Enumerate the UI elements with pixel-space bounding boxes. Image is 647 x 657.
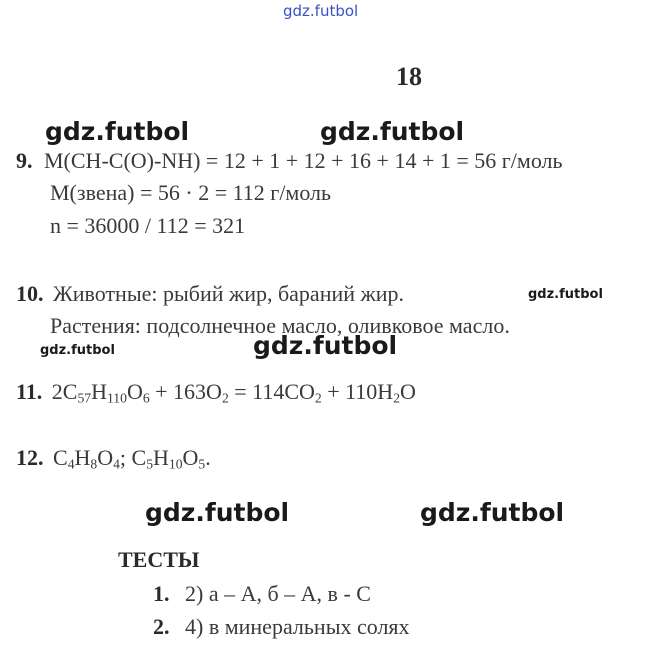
test-text: 2) а – А, б – А, в - С bbox=[185, 581, 371, 606]
answer-9-line-3: n = 36000 / 112 = 321 bbox=[50, 213, 246, 238]
watermark-top: gdz.futbol bbox=[283, 2, 359, 20]
test-answer-2 bbox=[153, 614, 410, 640]
answer-9-line-1 bbox=[16, 148, 563, 174]
watermark: gdz.futbol bbox=[45, 117, 190, 146]
answer-number: 12. bbox=[16, 445, 44, 470]
watermark: gdz.futbol bbox=[320, 117, 465, 146]
tests-heading: ТЕСТЫ bbox=[118, 547, 200, 572]
watermark: gdz.futbol bbox=[253, 331, 398, 360]
watermark: gdz.futbol bbox=[528, 287, 603, 302]
answer-10-line-1 bbox=[16, 281, 404, 307]
answer-number: 9. bbox=[16, 148, 33, 173]
test-number: 1. bbox=[153, 581, 170, 606]
answer-12-formulas bbox=[16, 445, 211, 471]
answer-number: 11. bbox=[16, 379, 43, 404]
watermark: gdz.futbol bbox=[40, 343, 115, 358]
answer-number: 10. bbox=[16, 281, 44, 306]
answer-10-line-2: Растения: подсолнечное масло, оливковое масло. bbox=[50, 313, 510, 338]
test-number: 2. bbox=[153, 614, 170, 639]
answer-9-line-2: M(звена) = 56 · 2 = 112 г/моль bbox=[50, 180, 332, 205]
chemical-formulas: $C_4H_8O_4$; $C_5H_{10}O_5$. bbox=[53, 445, 211, 472]
chemical-equation: $2C_{57}H_{110}O_6 + 163O_2 = 114CO_2 + 110H_2O$ bbox=[51, 379, 416, 406]
test-text: 4) в минеральных солях bbox=[185, 614, 410, 639]
watermark: gdz.futbol bbox=[145, 498, 290, 527]
answer-text: Животные: рыбий жир, бараний жир. bbox=[53, 281, 404, 306]
answer-text: M(CH-C(O)-NH) = 12 + 1 + 12 + 16 + 14 + 1 = 56 г/моль bbox=[44, 148, 563, 173]
page-number: 18 bbox=[396, 62, 422, 91]
answer-11-equation bbox=[16, 379, 416, 405]
test-answer-1 bbox=[153, 581, 371, 607]
watermark: gdz.futbol bbox=[420, 498, 565, 527]
